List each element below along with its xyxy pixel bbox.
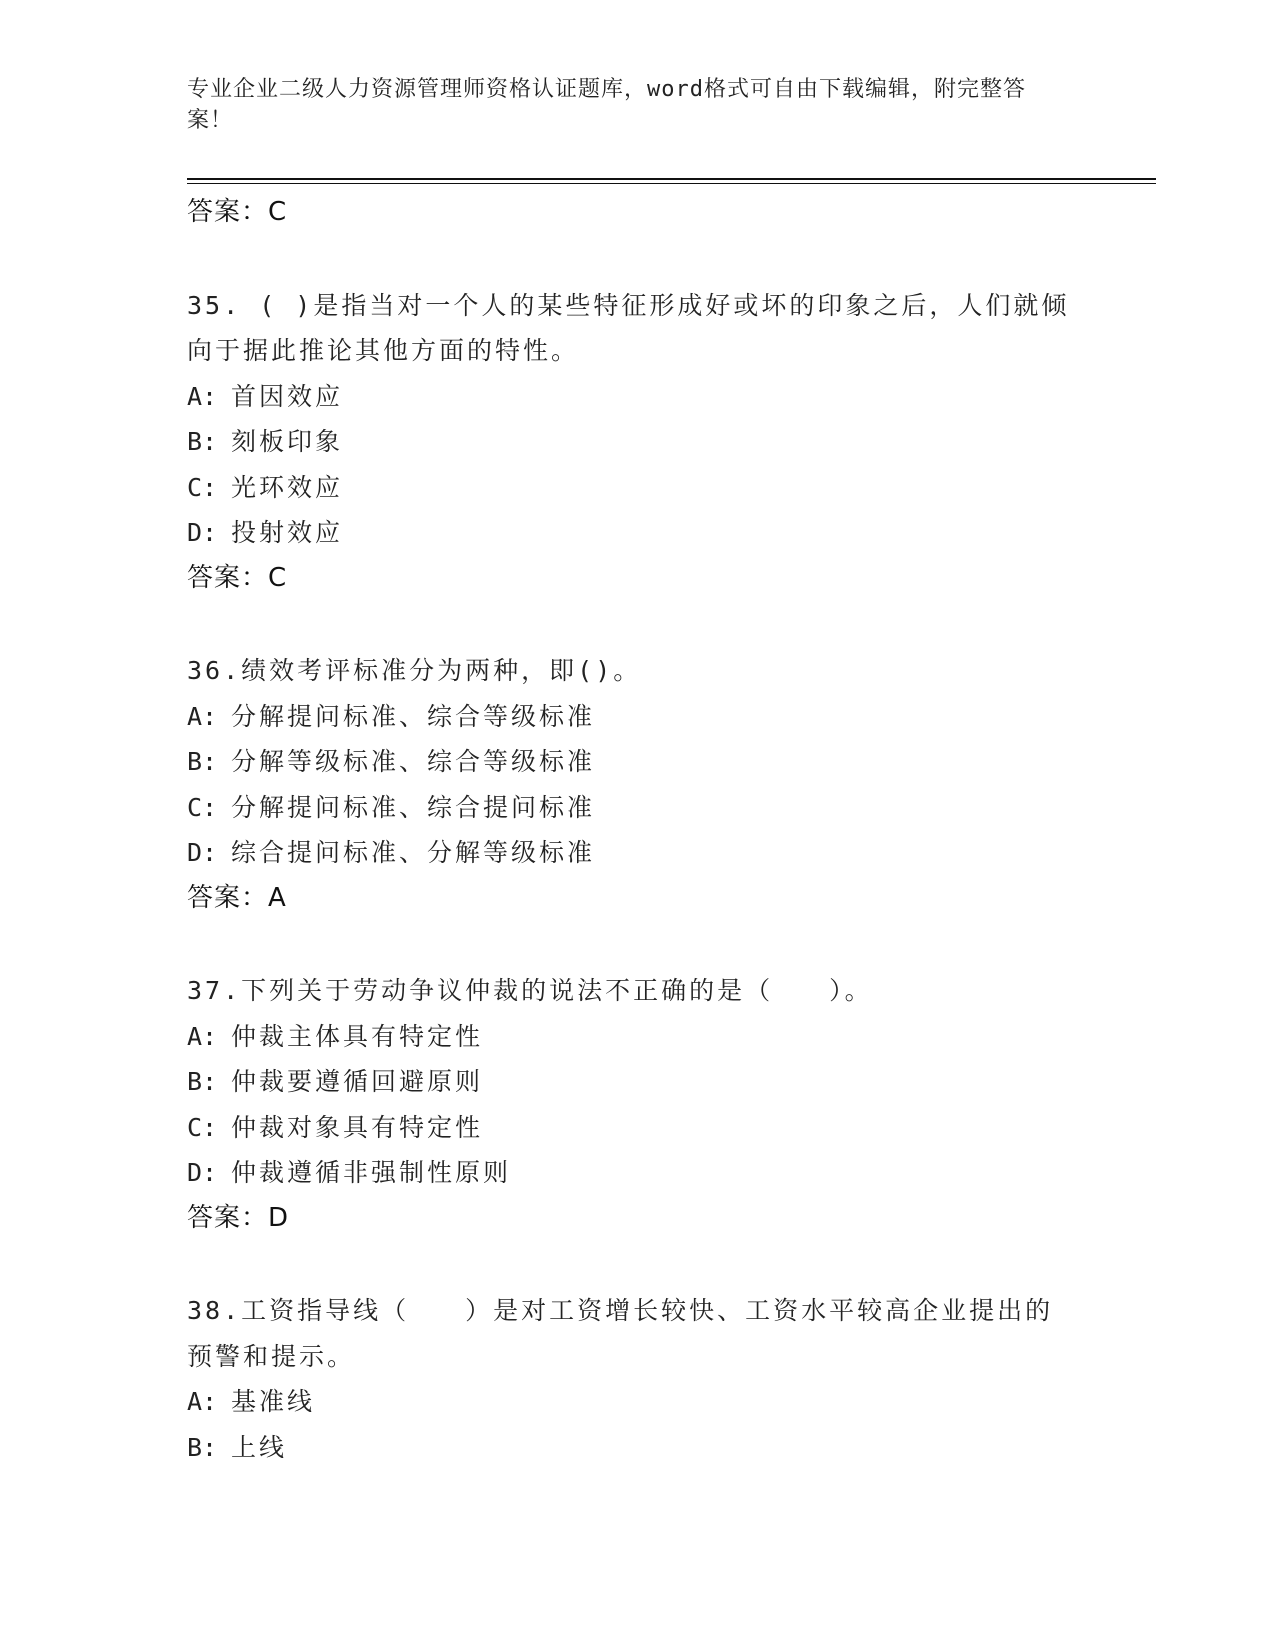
option-letter: C: [187,1112,218,1142]
question-text: 38.工资指导线（ ）是对工资增长较快、工资水平较高企业提出的 [187,1296,1054,1325]
option-text: 投射效应 [231,518,344,547]
page-header: 专业企业二级人力资源管理师资格认证题库，word格式可自由下载编辑，附完整答案！ [187,77,1026,133]
option-d [187,830,1107,876]
option-text: 刻板印象 [231,427,344,456]
option-text: 仲裁遵循非强制性原则 [231,1158,512,1187]
option-text: 仲裁主体具有特定性 [231,1021,484,1051]
option-b [187,1425,1107,1471]
answer-line: 答案：C [187,197,288,227]
option-letter: D: [187,1158,218,1187]
option-letter: D: [187,838,218,867]
question-text: 35. ( )是指当对一个人的某些特征形成好或坏的印象之后，人们就倾 [187,290,1070,320]
option-a [187,1014,1107,1060]
option-letter: B: [187,427,218,456]
option-text: 分解等级标准、综合等级标准 [231,747,596,776]
option-letter: A: [187,1387,218,1416]
option-a [187,374,1107,420]
option-text: 仲裁对象具有特定性 [231,1112,484,1142]
question-block [187,968,1107,1241]
question-list [187,190,1107,1470]
option-text: 分解提问标准、综合提问标准 [231,792,596,822]
option-letter: B: [187,1067,218,1096]
option-a [187,1379,1107,1425]
header-rule-thin [187,183,1156,184]
header-rule [187,178,1156,180]
option-b [187,739,1107,785]
question-block [187,648,1107,921]
question-block [187,283,1107,602]
option-text: 首因效应 [231,381,344,411]
option-text: 光环效应 [231,472,344,502]
option-d [187,510,1107,556]
question-text: 36.绩效考评标准分为两种，即()。 [187,656,642,685]
question-text: 预警和提示。 [187,1341,356,1371]
option-text: 基准线 [231,1387,316,1416]
option-text: 仲裁要遵循回避原则 [231,1067,484,1096]
option-letter: C: [187,472,218,502]
option-letter: B: [187,747,218,776]
answer-line: 答案：C [187,562,288,593]
option-letter: C: [187,792,218,822]
question-block [187,1288,1107,1470]
option-c [187,785,1107,831]
option-text: 综合提问标准、分解等级标准 [231,838,596,867]
option-b [187,419,1107,465]
option-letter: A: [187,701,218,731]
option-b [187,1059,1107,1105]
answer-line: 答案：A [187,882,287,913]
answer-line: 答案：D [187,1202,290,1233]
question-text: 37.下列关于劳动争议仲裁的说法不正确的是（ ）。 [187,976,873,1005]
option-letter: A: [187,1021,218,1051]
option-text: 上线 [231,1432,288,1462]
option-c [187,1105,1107,1151]
option-letter: B: [187,1432,218,1462]
option-letter: A: [187,381,218,411]
option-letter: D: [187,518,218,547]
option-c [187,465,1107,511]
option-d [187,1150,1107,1196]
question-text: 向于据此推论其他方面的特性。 [187,336,580,365]
option-a [187,694,1107,740]
option-text: 分解提问标准、综合等级标准 [231,701,596,731]
